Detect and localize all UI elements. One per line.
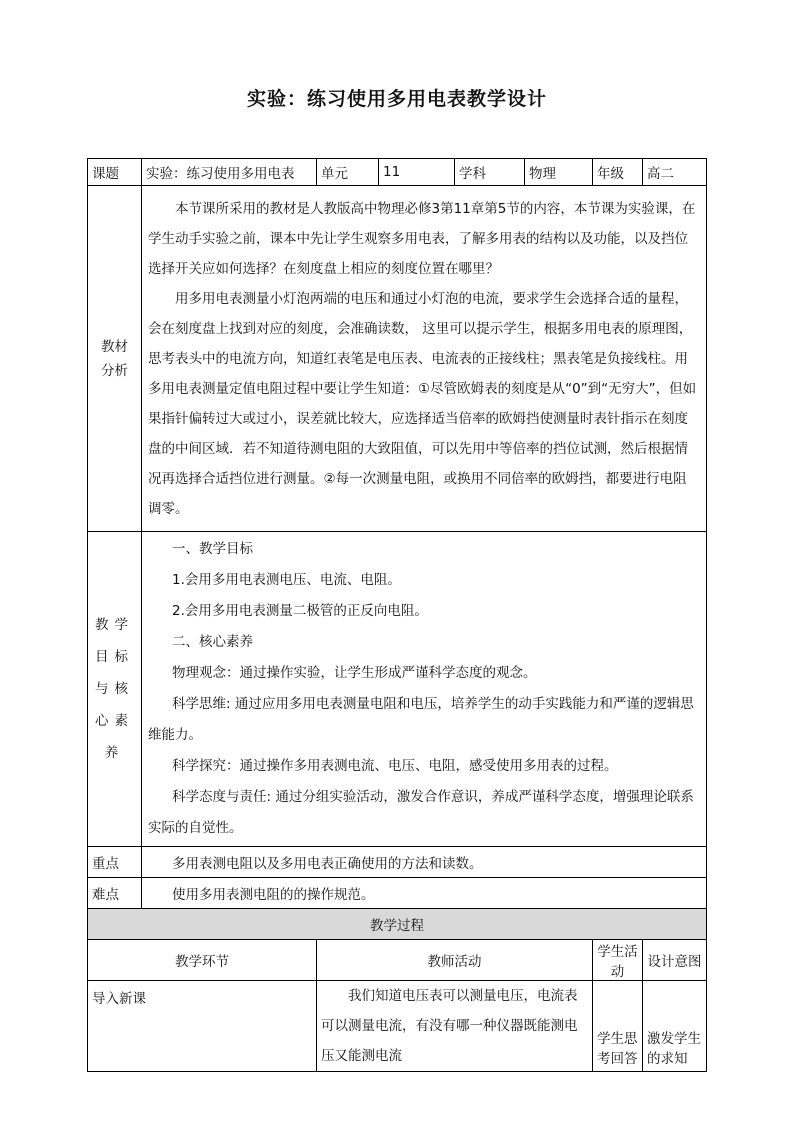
intro-intent: 激发学生的求知 <box>643 981 707 1072</box>
analysis-row <box>88 186 707 532</box>
subject-label: 学科 <box>455 159 525 186</box>
analysis-content <box>142 186 707 532</box>
intro-student: 学生思考回答 <box>593 981 643 1072</box>
key-points-label: 重点 <box>88 847 142 878</box>
col-intent: 设计意图 <box>643 940 707 981</box>
subject-value: 物理 <box>525 159 593 186</box>
goals-row <box>88 532 707 847</box>
unit-label: 单元 <box>317 159 379 186</box>
key-points-row <box>88 847 707 878</box>
col-stage: 教学环节 <box>88 940 317 981</box>
goals-line-8: 科学态度与责任: 通过分组实验活动，激发合作意识，养成严谨科学态度，增强理论联系实际的自觉性。 <box>148 789 694 836</box>
process-columns-row <box>88 940 707 981</box>
goals-line-3: 2.会用多用电表测量二极管的正反向电阻。 <box>172 603 428 619</box>
difficult-points-text: 使用多用表测电阻的的操作规范。 <box>142 878 707 909</box>
col-teacher: 教师活动 <box>317 940 593 981</box>
analysis-paragraph-1: 本节课所采用的教材是人教版高中物理必修3第11章第5节的内容，本节课为实验课，在学生动手实验之前，课本中先让学生观察多用电表，了解多用表的结构以及功能，以及挡位选择开关应如何选择？在刻度盘上相应的刻度位置在哪里？ <box>148 200 696 277</box>
process-heading-row <box>88 909 707 940</box>
process-heading: 教学过程 <box>88 909 707 940</box>
document-title: 实验：练习使用多用电表教学设计 <box>246 88 547 110</box>
goals-line-6: 科学思维: 通过应用多用电表测量电阻和电压，培养学生的动手实践能力和严谨的逻辑思维能力。 <box>148 696 694 743</box>
intro-teacher <box>317 981 593 1072</box>
intro-stage: 导入新课 <box>88 981 317 1072</box>
goals-line-2: 1.会用多用电表测电压、电流、电阻。 <box>172 572 401 588</box>
intro-teacher-text: 我们知道电压表可以测量电压，电流表可以测量电流，有没有哪一种仪器既能测电压又能测电流 <box>321 988 578 1064</box>
goals-label: 教学 目标 与核 心素 养 <box>88 532 142 847</box>
grade-value: 高二 <box>643 159 707 186</box>
col-student: 学生活动 <box>593 940 643 981</box>
lesson-plan-table <box>87 158 707 1072</box>
topic-value: 实验：练习使用多用电表 <box>142 159 317 186</box>
analysis-paragraph-2: 用多用电表测量小灯泡两端的电压和通过小灯泡的电流，要求学生会选择合适的量程，会在刻度盘上找到对应的刻度，会准确读数， 这里可以提示学生，根据多用电表的原理图，思考表头中的电流方向，知道红表笔是电压表、电流表的正接线柱；黑表笔是负接线柱。用多用电表测量定值电阻过程中要让学生知道：①尽管欧姆表的刻度是从“0”到“无穷大”，但如果指针偏转过大或过小，误差就比较大，应选择适当倍率的欧姆挡使测量时表针指示在刻度盘的中间区域．若不知道待测电阻的大致阻值，可以先用中等倍率的挡位试测，然后根据情况再选择合适挡位进行测量。②每一次测量电阻，或换用不同倍率的欧姆挡，都要进行电阻调零。 <box>148 290 697 517</box>
goals-line-4: 二、核心素养 <box>172 634 253 650</box>
goals-line-7: 科学探究：通过操作多用表测电流、电压、电阻，感受使用多用表的过程。 <box>172 758 618 774</box>
analysis-label: 教材 分析 <box>88 186 142 532</box>
difficult-points-row <box>88 878 707 909</box>
goals-line-1: 一、教学目标 <box>172 541 253 557</box>
topic-label: 课题 <box>88 159 142 186</box>
grade-label: 年级 <box>593 159 643 186</box>
header-row <box>88 159 707 186</box>
difficult-points-label: 难点 <box>88 878 142 909</box>
unit-value: 11 <box>379 159 455 186</box>
goals-line-5: 物理观念：通过操作实验，让学生形成严谨科学态度的观念。 <box>172 665 537 681</box>
key-points-text: 多用表测电阻以及多用电表正确使用的方法和读数。 <box>142 847 707 878</box>
goals-content <box>142 532 707 847</box>
process-row-intro <box>88 981 707 1072</box>
